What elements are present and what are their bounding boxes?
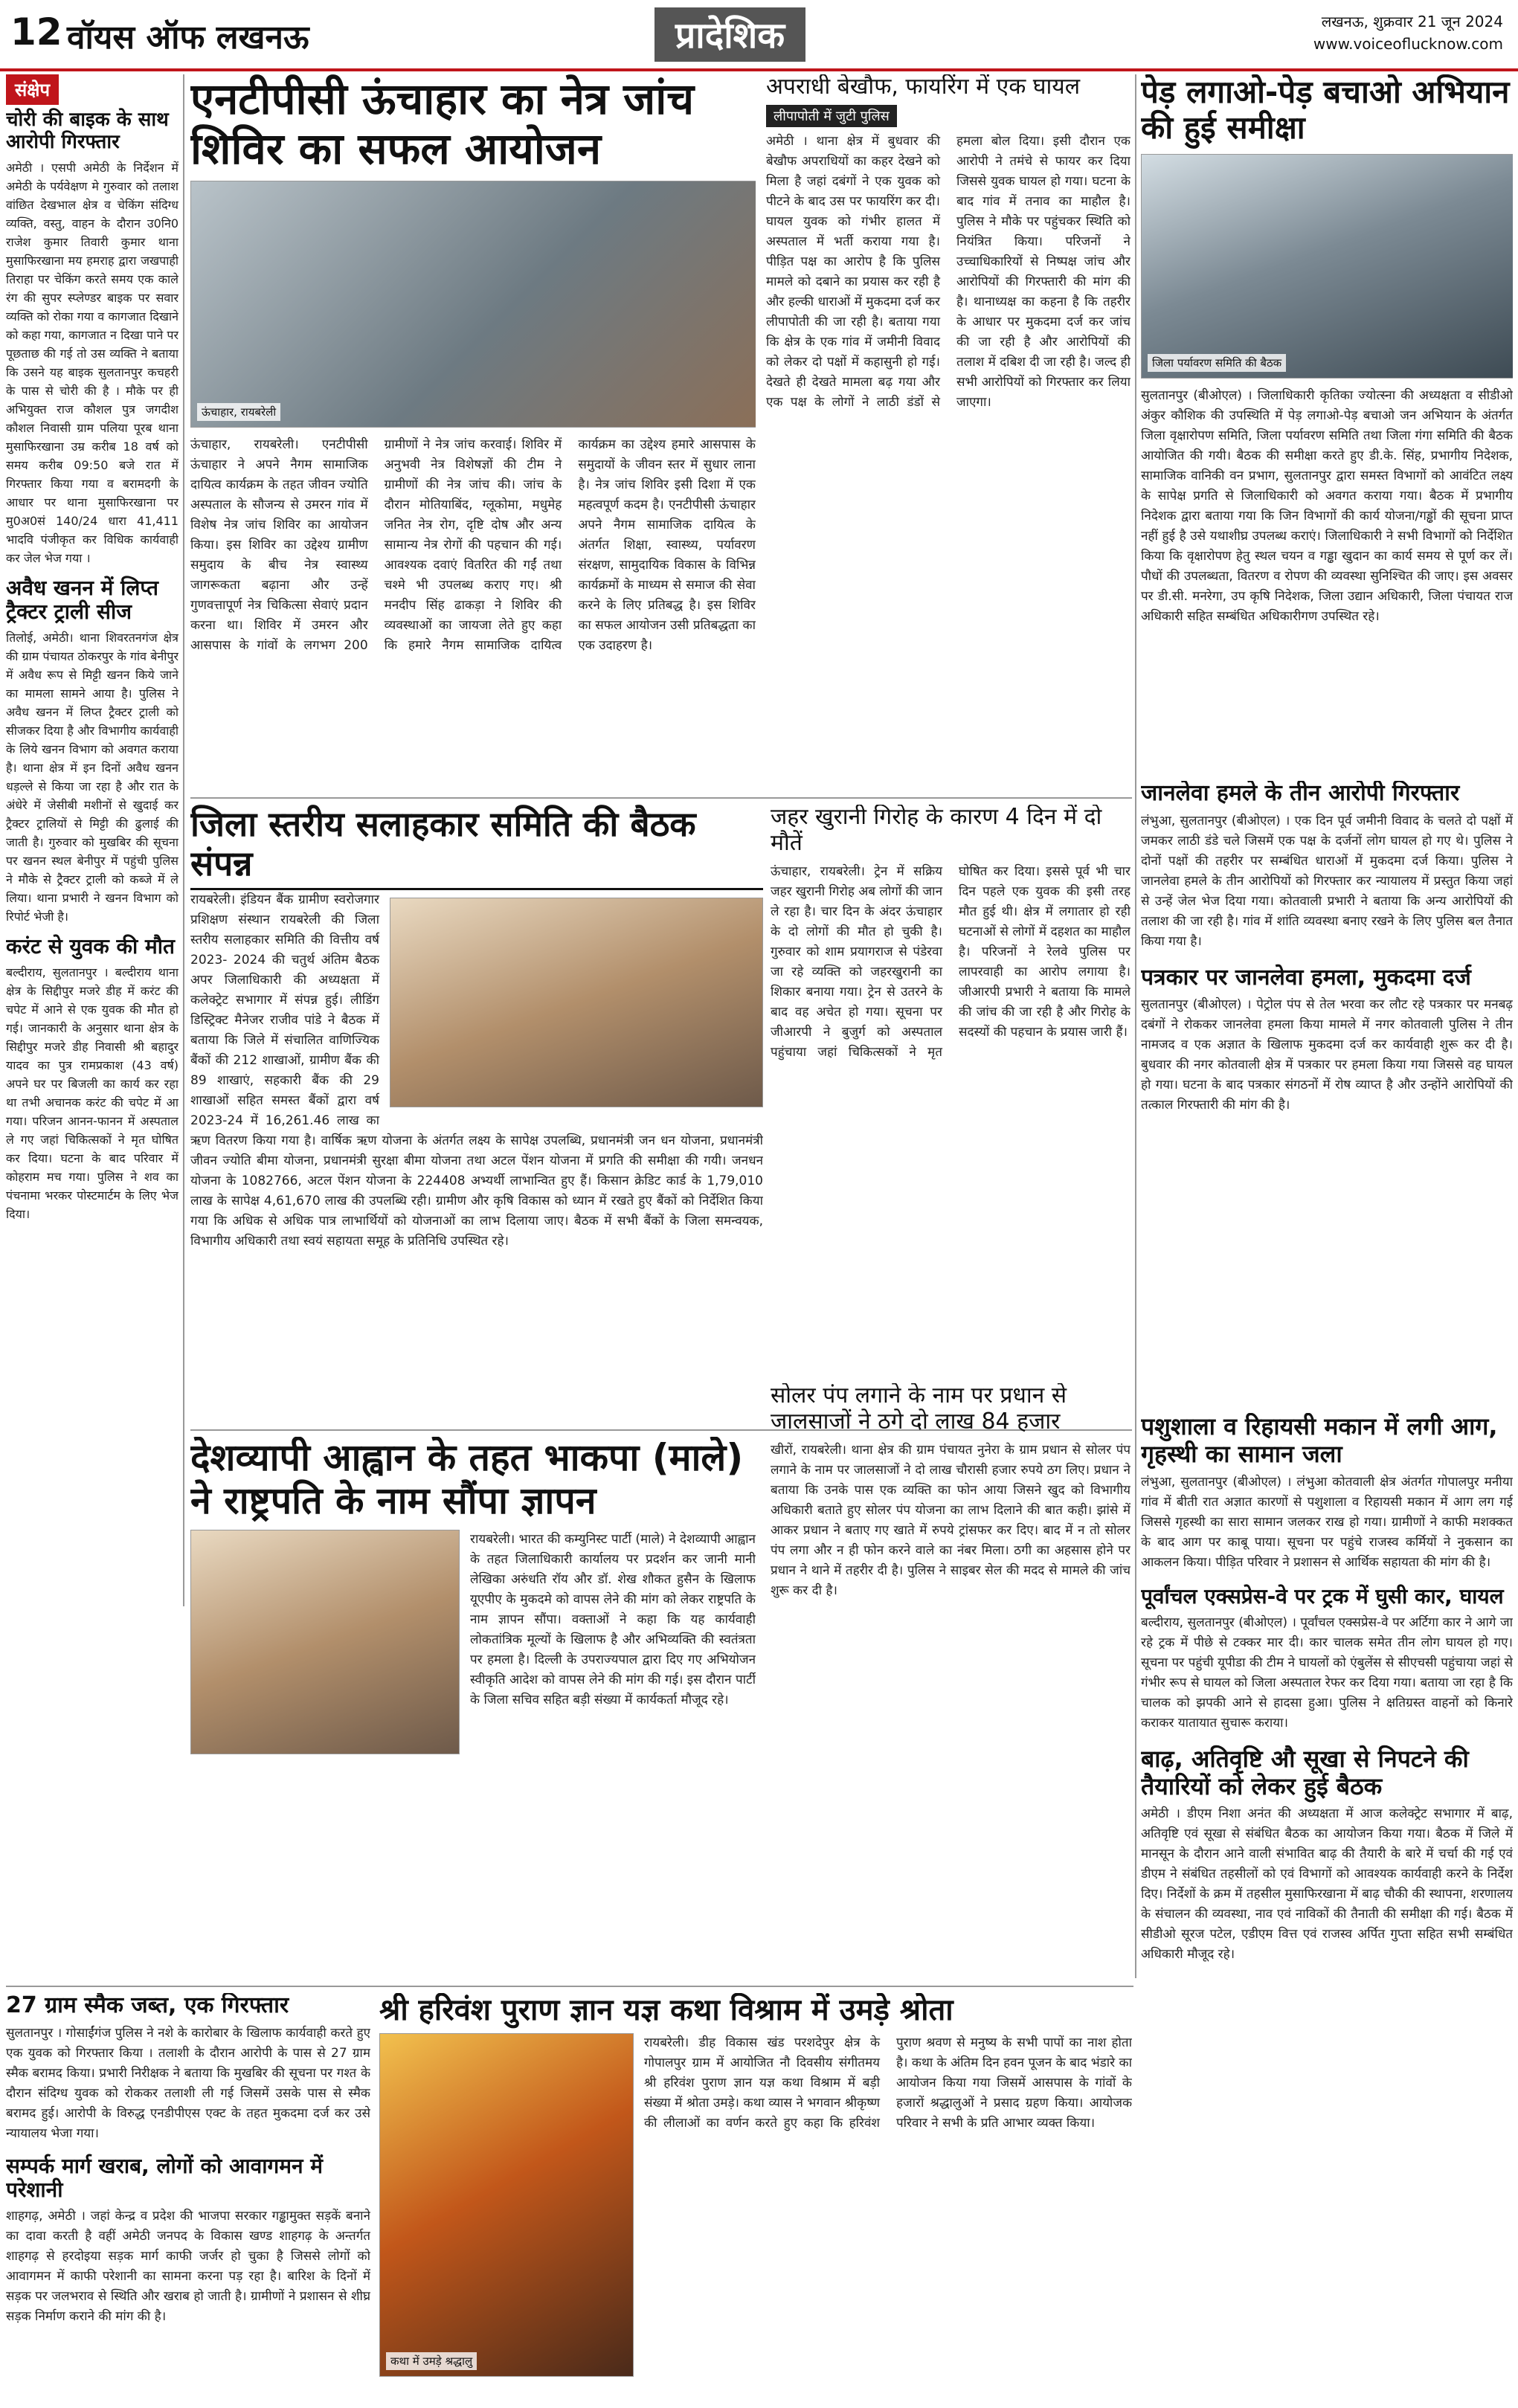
story-fire-body: लंभुआ, सुलतानपुर (बीओएल) । लंभुआ कोतवाली क्षेत्र अंतर्गत गोपालपुर मनीया गांव में बीती रात अज्ञात कारणों से पशुशाला व रिहायसी मकान में आग लग गई जिससे गृहस्थी का सारा सामान जलकर राख हो गया। ग्रामीणों ने काफी मशक्कत के बाद आग पर काबू पाया। सूचना पर पहुंचे राजस्व कर्मियों ने नुकसान का आकलन किया। पीड़ित परिवार ने प्रशासन से आर्थिक सहायता की मांग की है। [1141, 1474, 1513, 1570]
story-katha-body: रायबरेली। डीह विकास खंड परशदेपुर क्षेत्र के गोपालपुर ग्राम में आयोजित नौ दिवसीय संगीतमय श्री हरिवंश पुराण ज्ञान यज्ञ कथा विश्राम में बड़ी संख्या में श्रोता उमड़े। कथा व्यास ने भगवान श्रीकृष्ण की लीलाओं का वर्णन करते हुए कहा कि हरिवंश पुराण श्रवण से मनुष्य के सभी पापों का नाश होता है। कथा के अंतिम दिन हवन पूजन के बाद भंडारे का आयोजन किया गया जिसमें आसपास के गांवों के हजारों श्रद्धालुओं ने प्रसाद ग्रहण किया। आयोजक परिवार ने सभी के प्रति आभार व्यक्त किया। [644, 2035, 1132, 2131]
story-expressway-title: पूर्वांचल एक्सप्रेस-वे पर ट्रक में घुसी कार, घायल [1141, 1583, 1504, 1609]
column-rule [183, 74, 184, 1606]
story-ntpc-body: ऊंचाहार, रायबरेली। एनटीपीसी ऊंचाहार ने अपने नैगम सामाजिक दायित्व कार्यक्रम के तहत जीवन ज्योति अस्पताल के सौजन्य से उमरन गांव में विशेष नेत्र जांच शिविर का आयोजन किया। इस शिविर का उद्देश्य ग्रामीण समुदाय के बीच नेत्र स्वास्थ्य जागरूकता बढ़ाना और उन्हें गुणवत्तापूर्ण नेत्र चिकित्सा सेवाएं प्रदान करना था। शिविर में उमरन और आसपास के गांवों के लगभग 200 ग्रामीणों ने नेत्र जांच करवाई। शिविर में अनुभवी नेत्र विशेषज्ञों की टीम ने ग्रामीणों की नेत्र जांच की। जांच के दौरान मोतियाबिंद, ग्लूकोमा, मधुमेह जनित नेत्र रोग, दृष्टि दोष और अन्य सामान्य नेत्र रोगों की पहचान की गई। आवश्यक दवाएं वितरित की गईं तथा चश्मे भी उपलब्ध कराए गए। श्री मनदीप सिंह ढाकड़ा ने शिविर की व्यवस्थाओं का जायजा लेते हुए कहा कि हमारे नैगम सामाजिक दायित्व कार्यक्रम का उद्देश्य हमारे आसपास के समुदायों के जीवन स्तर में सुधार लाना है। नेत्र जांच शिविर इसी दिशा में एक महत्वपूर्ण कदम है। एनटीपीसी ऊंचाहार अपने नैगम सामाजिक दायित्व के अंतर्गत शिक्षा, स्वास्थ्य, पर्यावरण संरक्षण, सामुदायिक विकास के विभिन्न कार्यक्रमों के माध्यम से समाज की सेवा करने के लिए प्रतिबद्ध है। इस शिविर का सफल आयोजन उसी प्रतिबद्धता का एक उदाहरण है। [190, 437, 756, 654]
story-solar-title: सोलर पंप लगाने के नाम पर प्रधान से जालसाजों ने ठगे दो लाख 84 हजार [771, 1383, 1067, 1435]
story-firing-title: अपराधी बेखौफ, फायरिंग में एक घायल [766, 74, 1081, 100]
story-cpiml-title: देशव्यापी आह्वान के तहत भाकपा (माले) ने राष्ट्रपति के नाम सौंपा ज्ञापन [190, 1437, 744, 1522]
story-flood-body: अमेठी । डीएम निशा अनंत की अध्यक्षता में आज कलेक्ट्रेट सभागार में बाढ़, अतिवृष्टि एवं सूखा से संबंधित बैठक का आयोजन किया गया। बैठक में जिले में मानसून के दौरान आने वाली संभावित बाढ़ की तैयारी के बारे में चर्चा की गई एवं डीएम ने संबंधित तहसीलों को एवं विभागों को आवश्यक कार्यवाही करने के निर्देश दिए। निर्देशों के क्रम में तहसील मुसाफिरखाना में बाढ़ चौकी की स्थापना, शरणालय के संचालन की व्यवस्था, नाव एवं नाविकों की तैनाती की समीक्षा की गई। बैठक में सीडीओ सूरज पटेल, एडीएम वित्त एवं राजस्व अर्पित गुप्ता सहित सभी सम्बंधित अधिकारी मौजूद रहे। [1141, 1806, 1513, 1963]
row-rule [6, 1986, 1133, 1987]
story-poison-title: जहर खुरानी गिरोह के कारण 4 दिन में दो मौतें [771, 805, 1102, 856]
story-tree-body: सुलतानपुर (बीओएल) । जिलाधिकारी कृतिका ज्योत्स्ना की अध्यक्षता व सीडीओ अंकुर कौशिक की उपस्थिति में पेड़ लगाओ-पेड़ बचाओ जन अभियान के अंतर्गत जिला वृक्षारोपण समिति, जिला पर्यावरण समिति तथा जिला गंगा समिति की बैठक आयोजित की गयी। बैठक की समीक्षा करते हुए डी.के. सिंह, प्रभागीय निदेशक, सामाजिक वानिकी वन प्रभाग, सुलतानपुर द्वारा समस्त विभागों को आवंटित लक्ष्य के सापेक्ष प्रगति से जिलाधिकारी को अवगत कराया गया। बैठक में प्रभागीय निदेशक द्वारा बताया गया कि जिन विभागों की कार्य योजना/गड्ढों की सूचना प्राप्त नहीं हुई है उसे यथाशीघ्र उपलब्ध कराएं। जिलाधिकारी ने सभी विभागों को निर्देशित किया कि वृक्षारोपण हेतु स्थल चयन व गड्ढा खुदान का कार्य समय से पूर्ण कर लें। पौधों की उपलब्धता, वितरण व रोपण की व्यवस्था सुनिश्चित की जाए। इस अवसर पर डी.सी. मनरेगा, उप कृषि निदेशक, जिला उद्यान अधिकारी, जिला पंचायत राज अधिकारी सहित सम्बंधित अधिकारीगण उपस्थित रहे। [1141, 387, 1513, 624]
story-katha-photo [379, 2033, 634, 2377]
story-cpiml [190, 1437, 756, 2054]
story-tree-photo [1141, 154, 1513, 379]
story-tree-title: पेड़ लगाओ-पेड़ बचाओ अभियान की हुई समीक्षा [1141, 74, 1510, 147]
photo-caption: ऊंचाहार, रायबरेली [197, 403, 280, 421]
story-committee-title: जिला स्तरीय सलाहकार समिति की बैठक संपन्न [190, 805, 763, 890]
story-fire-title: पशुशाला व रिहायसी मकान में लगी आग, गृहस्थी का सामान जला [1141, 1413, 1498, 1468]
photo-caption: कथा में उमड़े श्रद्धालु [386, 2352, 477, 2370]
story-smack-body: सुलतानपुर । गोसाईंगंज पुलिस ने नशे के कारोबार के खिलाफ कार्यवाही करते हुए एक युवक को गिरफ्तार किया । तलाशी के दौरान आरोपी के पास से 27 ग्राम स्मैक बरामद किया। प्रभारी निरीक्षक ने बताया कि मुखबिर की सूचना पर गश्त के दौरान संदिग्ध युवक को रोककर तलाशी ली गई जिसमें उसके पास से स्मैक बरामद हुई। आरोपी के विरुद्ध एनडीपीएस एक्ट के तहत मुकदमा दर्ज कर उसे न्यायालय भेजा गया। [6, 2025, 370, 2141]
story-expressway-body: बल्दीराय, सुलतानपुर (बीओएल) । पूर्वांचल एक्सप्रेस-वे पर अर्टिगा कार ने आगे जा रहे ट्रक में पीछे से टक्कर मार दी। कार चालक समेत तीन लोग घायल हो गए। सूचना पर पहुंची यूपीडा की टीम ने घायलों को एंबुलेंस से सीएचसी पहुंचाया जहां से गंभीर रूप से घायल को जिला अस्पताल रेफर कर दिया गया। बताया जा रहा है कि चालक को झपकी आने से हादसा हुआ। पुलिस ने क्षतिग्रस्त वाहनों को किनारे कराकर यातायात सुचारू कराया। [1141, 1615, 1513, 1731]
story-katha-title: श्री हरिवंश पुराण ज्ञान यज्ञ कथा विश्राम में उमड़े श्रोता [379, 1993, 953, 2027]
section-title: प्रादेशिक [655, 7, 805, 62]
briefs-tag: संक्षेप [6, 74, 59, 105]
story-journalist-title: पत्रकार पर जानलेवा हमला, मुकदमा दर्ज [1141, 964, 1471, 991]
website: www.voiceoflucknow.com [1313, 35, 1503, 53]
story-attack [1141, 781, 1513, 1406]
photo-caption: जिला पर्यावरण समिति की बैठक [1148, 354, 1286, 372]
page-number: 12 [10, 10, 62, 54]
story-poison-body: ऊंचाहार, रायबरेली। ट्रेन में सक्रिय जहर खुरानी गिरोह अब लोगों की जान ले रहा है। चार दिन के अंदर ऊंचाहार के दो लोगों की मौत हो चुकी है। गुरुवार को शाम प्रयागराज से पंडेरवा जा रहे व्यक्ति को जहरखुरानी का शिकार बनाया गया। ट्रेन से उतरने के बाद वह अचेत हो गया। सूचना पर जीआरपी ने बुजुर्ग को अस्पताल पहुंचाया जहां चिकित्सकों ने मृत घोषित कर दिया। इससे पूर्व भी चार दिन पहले एक युवक की इसी तरह मौत हुई थी। क्षेत्र में लगातार हो रही घटनाओं से लोगों में दहशत का माहौल है। परिजनों ने रेलवे पुलिस पर लापरवाही का आरोप लगाया है। जीआरपी प्रभारी ने बताया कि मामले की जांच की जा रही है और गिरोह के सदस्यों की पहचान के प्रयास जारी हैं। [771, 864, 1131, 1060]
story-flood-title: बाढ़, अतिवृष्टि औ सूखा से निपटने की तैयारियों को लेकर हुई बैठक [1141, 1744, 1469, 1800]
brief-2-title: अवैध खनन में लिप्त ट्रैक्टर ट्राली सीज [6, 575, 158, 624]
story-firing-body: अमेठी । थाना क्षेत्र में बुधवार की बेखौफ अपराधियों का कहर देखने को मिला है जहां दबंगों ने एक युवक को पीटने के बाद उस पर फायरिंग कर दी। घायल युवक को गंभीर हालत में अस्पताल में भर्ती कराया गया है। पीड़ित पक्ष का आरोप है कि पुलिस मामले को दबाने का प्रयास कर रही है और हल्की धाराओं में मुकदमा दर्ज कर लीपापोती की जा रही है। बताया गया कि क्षेत्र के एक गांव में जमीनी विवाद को लेकर दो पक्षों में कहासुनी हो गई। देखते ही देखते मामला बढ़ गया और एक पक्ष के लोगों ने लाठी डंडों से हमला बोल दिया। इसी दौरान एक आरोपी ने तमंचे से फायर कर दिया जिससे युवक घायल हो गया। घटना के बाद गांव में तनाव का माहौल है। पुलिस ने मौके पर पहुंचकर स्थिति को नियंत्रित किया। परिजनों ने उच्चाधिकारियों से निष्पक्ष जांच और आरोपियों की गिरफ्तारी की मांग की है। थानाध्यक्ष का कहना है कि तहरीर के आधार पर मुकदमा दर्ज कर जांच की जा रही है और आरोपियों की तलाश में दबिश दी जा रही है। जल्द ही सभी आरोपियों को गिरफ्तार कर लिया जाएगा। [766, 133, 1131, 410]
story-katha [379, 1993, 1132, 2395]
row-rule [190, 797, 1132, 799]
story-attack-title: जानलेवा हमले के तीन आरोपी गिरफ्तार [1141, 781, 1460, 806]
brief-1-title: चोरी की बाइक के साथ आरोपी गिरफ्तार [6, 109, 169, 153]
story-cpiml-photo [190, 1530, 460, 1754]
story-solar-body: खीरों, रायबरेली। थाना क्षेत्र की ग्राम पंचायत नुनेरा के ग्राम प्रधान से सोलर पंप लगाने के नाम पर जालसाजों ने दो लाख चौरासी हजार रुपये ठग लिए। प्रधान ने बताया कि उनके पास एक व्यक्ति का फोन आया जिसने खुद को विभागीय अधिकारी बताते हुए सोलर पंप योजना का लाभ दिलाने की बात कही। झांसे में आकर प्रधान ने बताए गए खाते में रुपये ट्रांसफर कर दिए। बाद में न तो सोलर पंप लगा और न ही फोन करने वाले का नंबर मिला। ठगी का अहसास होने पर प्रधान ने थाने में तहरीर दी है। पुलिस ने साइबर सेल की मदद से मामले की जांच शुरू कर दी है। [771, 1443, 1131, 1598]
brief-3-title: करंट से युवक की मौत [6, 934, 176, 959]
story-fire [1141, 1413, 1513, 2395]
story-committee-body: रायबरेली। इंडियन बैंक ग्रामीण स्वरोजगार प्रशिक्षण संस्थान रायबरेली की जिला स्तरीय सलाहकार समिति की वित्तीय वर्ष 2023- 2024 की चतुर्थ अंतिम बैठक अपर जिलाधिकारी की अध्यक्षता में कलेक्ट्रेट सभागार में संपन्न हुई। लीडिंग डिस्ट्रिक्ट मैनेजर राजीव पांडे ने बैठक में बताया कि जिले में संचालित वाणिज्यिक बैंकों की 212 शाखाओं, ग्रामीण बैंक की 89 शाखाएं, सहकारी बैंक की 29 शाखाओं सहित समस्त बैंकों द्वारा वर्ष 2023-24 में 16,261.46 लाख का ऋण वितरण किया गया है। वार्षिक ऋण योजना के अंतर्गत लक्ष्य के सापेक्ष उपलब्धि, प्रधानमंत्री जन धन योजना, प्रधानमंत्री जीवन ज्योति बीमा योजना, प्रधानमंत्री सुरक्षा बीमा योजना तथा अटल पेंशन योजना में प्रगति की समीक्षा की गयी। जनधन योजना के 1082766, अटल पेंशन योजना के 224408 अभ्यर्थी लाभान्वित हुए हैं। किसान क्रेडिट कार्ड के 1,79,010 लाख के सापेक्ष 4,61,670 लाख की उपलब्धि रही। ग्रामीण और कृषि विकास को ध्यान में रखते हुए बैंकों को निर्देशित किया गया कि अधिक से अधिक पात्र लाभार्थियों को योजनाओं का लाभ दिलाया जाए। बैठक में सभी बैंकों के जिला समन्वयक, विभागीय अधिकारी तथा स्वयं सहायता समूह के प्रतिनिधि उपस्थित रहे। [190, 892, 763, 1249]
brief-1-body: अमेठी । एसपी अमेठी के निर्देशन में अमेठी के पर्यवेक्षण मे गुरुवार को तलाश वांछित देखभाल क्षेत्र व चेकिंग संदिग्ध व्यक्ति, वस्तु, वाहन के दौरान उ0नि0 राजेश कुमार तिवारी कुमार थाना मुसाफिरखाना मय हमराह द्वारा जखपाही तिराहा पर चेकिंग करते समय एक काले रंग की सुपर स्प्लेण्डर बाइक पर सवार व्यक्ति को रोका गया व कागजात दिखाने को कहा गया, कागजात न दिखा पाने पर पूछताछ की गई तो उस व्यक्ति ने बताया कि उसने यह बाइक सुलतानपुर कचहरी के पास से चोरी की है । मौके पर ही अभियुक्त राज कौशल पुत्र जगदीश कौशल निवासी ग्राम पलिया पूरब थाना मुसाफिरखाना उम्र करीब 18 वर्ष को समय करीब 09:50 बजे रात में गिरफ्तार किया गया व बरामदगी के आधार पर थाना मुसाफिरखाना पर मु0अ0सं 140/24 धारा 41,411 भादवि पंजीकृत कर विधिक कार्यवाही कर जेल भेज गया । [6, 160, 179, 565]
story-smack-title: 27 ग्राम स्मैक जब्त, एक गिरफ्तार [6, 1993, 289, 2018]
story-ntpc-title: एनटीपीसी ऊंचाहार का नेत्र जांच शिविर का सफल आयोजन [190, 74, 695, 174]
story-poison [771, 805, 1131, 1377]
left-column [6, 74, 179, 1606]
story-solar [771, 1383, 1131, 1904]
story-firing-subtitle: लीपापोती में जुटी पुलिस [766, 105, 897, 127]
story-ntpc [190, 74, 756, 788]
story-journalist-body: सुलतानपुर (बीओएल) । पेट्रोल पंप से तेल भरवा कर लौट रहे पत्रकार पर मनबढ़ दबंगों ने रोककर जानलेवा हमला किया मामले में नगर कोतवाली पुलिस ने तीन नामजद व एक अज्ञात के खिलाफ मुकदमा दर्ज कर कार्यवाही शुरू कर दी है। बुधवार की नगर कोतवाली क्षेत्र में पत्रकार पर हमला किया गया जिससे वह घायल हो गया। घटना के बाद पत्रकार संगठनों में रोष व्याप्त है और उन्होंने आरोपियों की तत्काल गिरफ्तारी की मांग की है। [1141, 997, 1513, 1113]
brief-3-body: बल्दीराय, सुलतानपुर । बल्दीराय थाना क्षेत्र के सिद्दीपुर मजरे डीह में करंट की चपेट में आने से एक युवक की मौत हो गई। जानकारी के अनुसार थाना क्षेत्र के सिद्दीपुर मजरे डीह निवासी श्री बहादुर यादव का पुत्र रामप्रकाश (43 वर्ष) अपने घर पर बिजली का कार्य कर रहा था तभी अचानक करंट की चपेट में आ गया। परिजन आनन-फानन में अस्पताल ले गए जहां चिकित्सकों ने मृत घोषित कर दिया। घटना के बाद परिवार में कोहराम मच गया। पुलिस ने शव का पंचनामा भरकर पोस्टमार्टम के लिए भेज दिया। [6, 965, 179, 1222]
paper-name: वॉयस ऑफ लखनऊ [67, 19, 309, 57]
story-firing [766, 74, 1131, 744]
dateline: लखनऊ, शुक्रवार 21 जून 2024 [1321, 13, 1503, 30]
story-road-title: सम्पर्क मार्ग खराब, लोगों को आवागमन में परेशानी [6, 2153, 323, 2202]
brief-2-body: तिलोई, अमेठी। थाना शिवरतनगंज क्षेत्र की ग्राम पंचायत ठोकरपुर के गांव बेनीपुर में अवैध रूप से मिट्टी खनन किये जाने का मामला सामने आया है। पुलिस ने अवैध खनन में लिप्त ट्रैक्टर ट्राली को सीजकर दिया है और विभागीय कार्यवाही के लिये खनन विभाग को अवगत कराया है। थाना क्षेत्र में इन दिनों अवैध खनन धड़ल्ले से किया जा रहा है और रात के अंधेरे में जेसीबी मशीनों से खुदाई कर ट्रैक्टर ट्रालियों से मिट्टी की ढुलाई की जाती है। गुरुवार को मुखबिर की सूचना पर खनन स्थल बेनीपुर में पहुंची पुलिस ने मौके से ट्रैक्टर ट्राली को कब्जे में ले लिया। थाना प्रभारी ने खनन विभाग को रिपोर्ट भेजी है। [6, 631, 179, 924]
story-committee [190, 805, 763, 1422]
story-smack [6, 1993, 370, 2395]
dateline-block [1313, 10, 1503, 55]
story-road-body: शाहगढ़, अमेठी । जहां केन्द्र व प्रदेश की भाजपा सरकार गड्ढामुक्त सड़कें बनाने का दावा करती है वहीं अमेठी जनपद के विकास खण्ड शाहगढ़ के अन्तर्गत शाहगढ़ से हरदोइया सड़क मार्ग काफी जर्जर हो चुका है जिससे लोगों को आवागमन में काफी परेशानी का सामना करना पड़ रहा है। बारिश के दिनों में सड़क पर जलभराव से स्थिति और खराब हो जाती है। ग्रामीणों ने प्रशासन से शीघ्र सड़क निर्माण कराने की मांग की है। [6, 2208, 370, 2324]
story-attack-body: लंभुआ, सुलतानपुर (बीओएल) । एक दिन पूर्व जमीनी विवाद के चलते दो पक्षों में जमकर लाठी डंडे चले जिसमें एक पक्ष के दर्जनों लोग घायल हो गए थे। पुलिस ने दोनों पक्षों की तहरीर पर सम्बंधित धाराओं में मुकदमा दर्ज किया। पुलिस ने जानलेवा हमले के तीन आरोपियों को गिरफ्तार कर न्यायालय में प्रस्तुत किया जहां से उन्हें जेल भेज दिया गया। कोतवाली प्रभारी ने बताया कि अन्य आरोपियों की तलाश की जा रही है। गांव में शांति व्यवस्था बनाए रखने के लिए पुलिस बल तैनात किया गया है। [1141, 813, 1513, 949]
masthead [0, 0, 1518, 71]
column-rule [1135, 74, 1136, 1978]
story-committee-photo [390, 898, 763, 1107]
story-ntpc-photo [190, 181, 756, 428]
story-cpiml-body: रायबरेली। भारत की कम्युनिस्ट पार्टी (माले) ने देशव्यापी आह्वान के तहत जिलाधिकारी कार्यालय पर प्रदर्शन कर जानी मानी लेखिका अरुंधति रॉय और डॉ. शेख शौकत हुसैन के खिलाफ यूएपीए के मुकदमे को वापस लेने की मांग को लेकर राष्ट्रपति के नाम ज्ञापन सौंपा। वक्ताओं ने कहा कि यह कार्यवाही लोकतांत्रिक मूल्यों के खिलाफ है और अभिव्यक्ति की स्वतंत्रता पर हमला है। दिल्ली के उपराज्यपाल द्वारा दिए गए अभियोजन स्वीकृति आदेश को वापस लेने की मांग की गई। इस दौरान पार्टी के जिला सचिव सहित बड़ी संख्या में कार्यकर्ता मौजूद रहे। [470, 1532, 756, 1707]
story-tree [1141, 74, 1513, 773]
